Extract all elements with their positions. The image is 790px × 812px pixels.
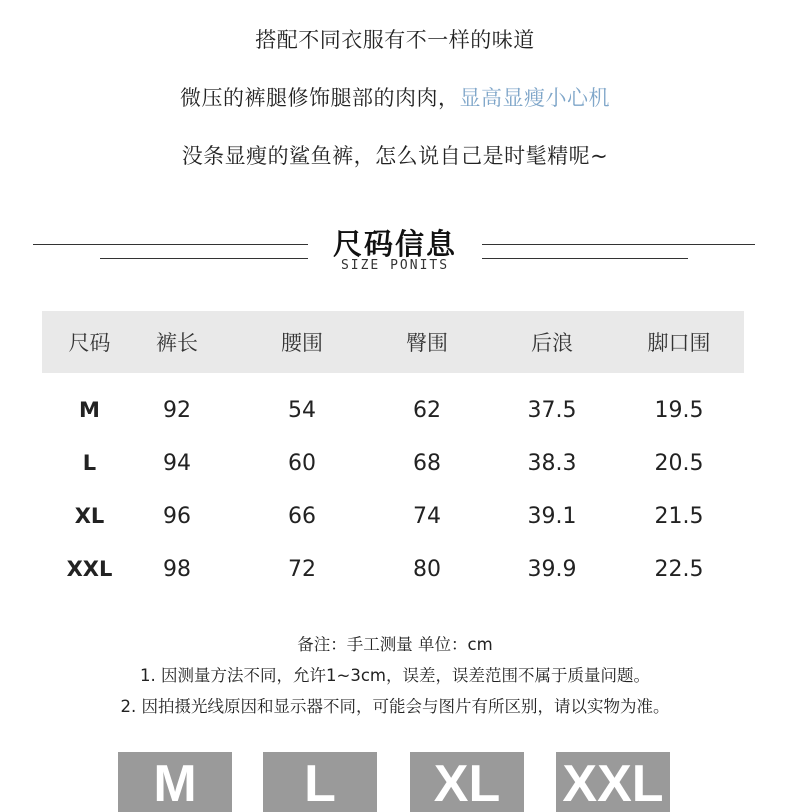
table-cell: 37.5 xyxy=(527,398,577,423)
table-cell-size: M xyxy=(79,398,100,422)
table-cell: 94 xyxy=(163,451,191,476)
intro-line-1: 搭配不同衣服有不一样的味道 xyxy=(255,28,535,52)
table-cell: 62 xyxy=(413,398,441,423)
table-header-length: 裤长 xyxy=(156,331,198,355)
intro-line-3: 没条显瘦的鲨鱼裤，怎么说自己是时髦精呢~ xyxy=(181,144,609,168)
size-table xyxy=(42,311,744,582)
table-cell: 96 xyxy=(163,504,191,529)
table-cell: 22.5 xyxy=(654,557,704,582)
heading-title: 尺码信息 xyxy=(332,227,457,261)
table-header-waist: 腰围 xyxy=(281,331,323,355)
table-row xyxy=(42,384,744,437)
table-cell: 39.1 xyxy=(527,504,577,529)
table-cell: 98 xyxy=(163,557,191,582)
table-cell: 80 xyxy=(413,557,441,582)
table-cell: 66 xyxy=(288,504,316,529)
table-cell: 39.9 xyxy=(527,557,577,582)
intro-line-2-main: 微压的裤腿修饰腿部的肉肉， xyxy=(180,86,460,110)
notes-item-2: 2. 因拍摄光线原因和显示器不同，可能会与图片有所区别，请以实物为准。 xyxy=(120,697,670,716)
table-cell-size: L xyxy=(82,451,97,475)
table-cell: 92 xyxy=(163,398,191,423)
table-cell: 38.3 xyxy=(527,451,577,476)
size-tile-m: M xyxy=(118,752,232,812)
size-tile-l: L xyxy=(263,752,377,812)
table-header-row xyxy=(42,311,744,373)
table-cell: 21.5 xyxy=(654,504,704,529)
table-header-hem: 脚口围 xyxy=(647,331,711,355)
table-cell: 74 xyxy=(413,504,441,529)
table-cell-size: XXL xyxy=(66,557,113,581)
table-row xyxy=(42,437,744,490)
table-cell: 20.5 xyxy=(654,451,704,476)
notes-item-1: 1. 因测量方法不同，允许1~3cm，误差，误差范围不属于质量问题。 xyxy=(140,666,650,685)
table-cell-size: XL xyxy=(74,504,105,528)
intro-line-2-highlight: 显高显瘦小心机 xyxy=(459,86,610,110)
table-cell: 54 xyxy=(288,398,316,423)
notes-title: 备注：手工测量 单位：cm xyxy=(297,635,493,654)
table-cell: 19.5 xyxy=(654,398,704,423)
table-cell: 72 xyxy=(288,557,316,582)
size-tile-xxl: XXL xyxy=(556,752,670,812)
size-tile-xl: XL xyxy=(410,752,524,812)
table-header-rise: 后浪 xyxy=(531,331,573,355)
table-header-hip: 臀围 xyxy=(406,331,448,355)
heading-subtitle: SIZE PONITS xyxy=(340,258,450,273)
table-header-size: 尺码 xyxy=(68,331,111,355)
table-row xyxy=(42,490,744,543)
size-info-heading xyxy=(0,222,790,282)
table-cell: 60 xyxy=(288,451,316,476)
table-row xyxy=(42,543,744,596)
intro-line-2 xyxy=(0,82,790,112)
table-cell: 68 xyxy=(413,451,441,476)
